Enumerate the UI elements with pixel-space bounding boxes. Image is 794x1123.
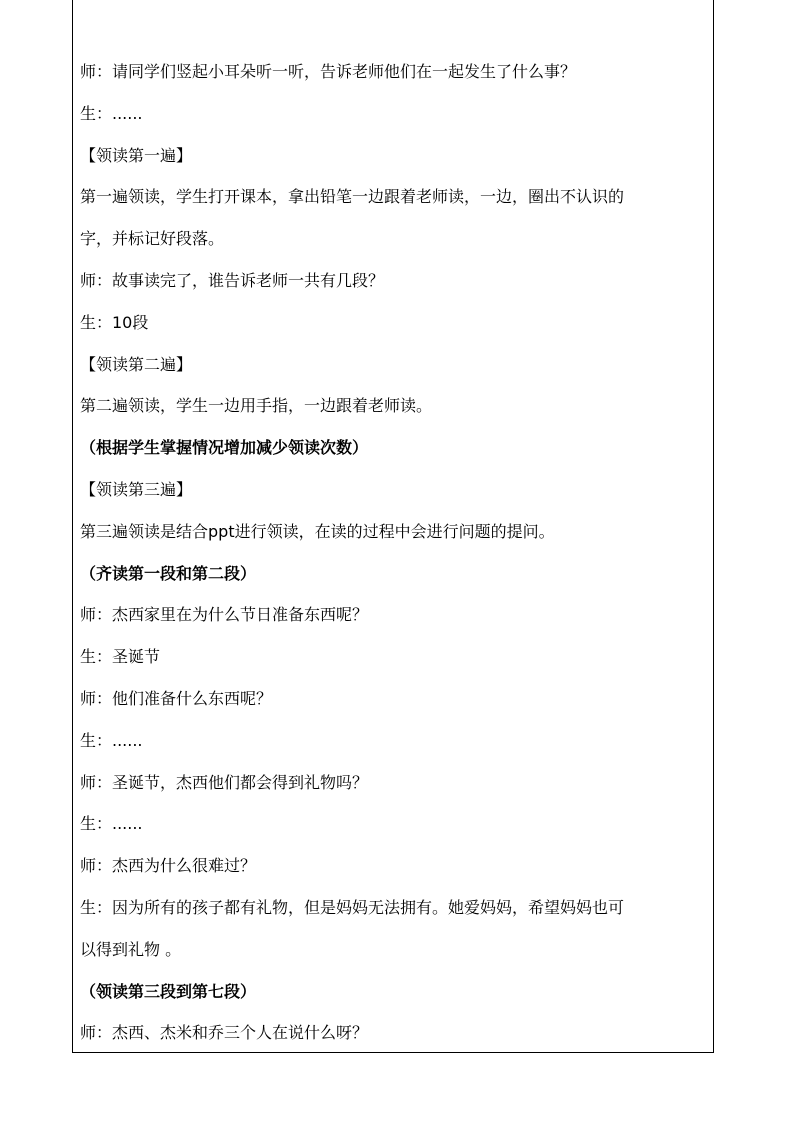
dialogue-line: 生：10段 bbox=[80, 312, 149, 332]
dialogue-line: 生：圣诞节 bbox=[80, 647, 161, 667]
section-heading: 【领读第三遍】 bbox=[80, 479, 193, 499]
dialogue-line: 以得到礼物 。 bbox=[80, 939, 182, 959]
paragraph-line: 字，并标记好段落。 bbox=[80, 229, 225, 249]
dialogue-line: 师：请同学们竖起小耳朵听一听，告诉老师他们在一起发生了什么事？ bbox=[80, 62, 577, 81]
instruction-note: （根据学生掌握情况增加减少领读次数） bbox=[80, 438, 369, 458]
dialogue-line: 生：...... bbox=[80, 103, 143, 123]
dialogue-line: 生：因为所有的孩子都有礼物，但是妈妈无法拥有。她爱妈妈，希望妈妈也可 bbox=[80, 897, 625, 917]
lesson-transcript bbox=[80, 62, 710, 1043]
instruction-note: （领读第三段到第七段） bbox=[80, 981, 257, 1001]
dialogue-line: 生：...... bbox=[80, 814, 143, 834]
paragraph-line: 第二遍领读，学生一边用手指，一边跟着老师读。 bbox=[80, 396, 433, 416]
dialogue-line: 生：...... bbox=[80, 730, 143, 750]
dialogue-line: 师：他们准备什么东西呢？ bbox=[80, 688, 273, 708]
dialogue-line: 师：杰西、杰米和乔三个人在说什么呀？ bbox=[80, 1023, 369, 1043]
dialogue-line: 师：圣诞节，杰西他们都会得到礼物吗？ bbox=[80, 772, 369, 792]
dialogue-line: 师：杰西为什么很难过？ bbox=[80, 856, 257, 876]
section-heading: 【领读第二遍】 bbox=[80, 354, 193, 374]
dialogue-line: 师：杰西家里在为什么节日准备东西呢？ bbox=[80, 605, 369, 625]
dialogue-line: 师：故事读完了，谁告诉老师一共有几段？ bbox=[80, 270, 385, 290]
instruction-note: （齐读第一段和第二段） bbox=[80, 563, 257, 583]
paragraph-line: 第三遍领读是结合ppt进行领读，在读的过程中会进行问题的提问。 bbox=[80, 521, 555, 541]
section-heading: 【领读第一遍】 bbox=[80, 145, 193, 165]
paragraph-line: 第一遍领读，学生打开课本，拿出铅笔一边跟着老师读，一边，圈出不认识的 bbox=[80, 187, 625, 207]
